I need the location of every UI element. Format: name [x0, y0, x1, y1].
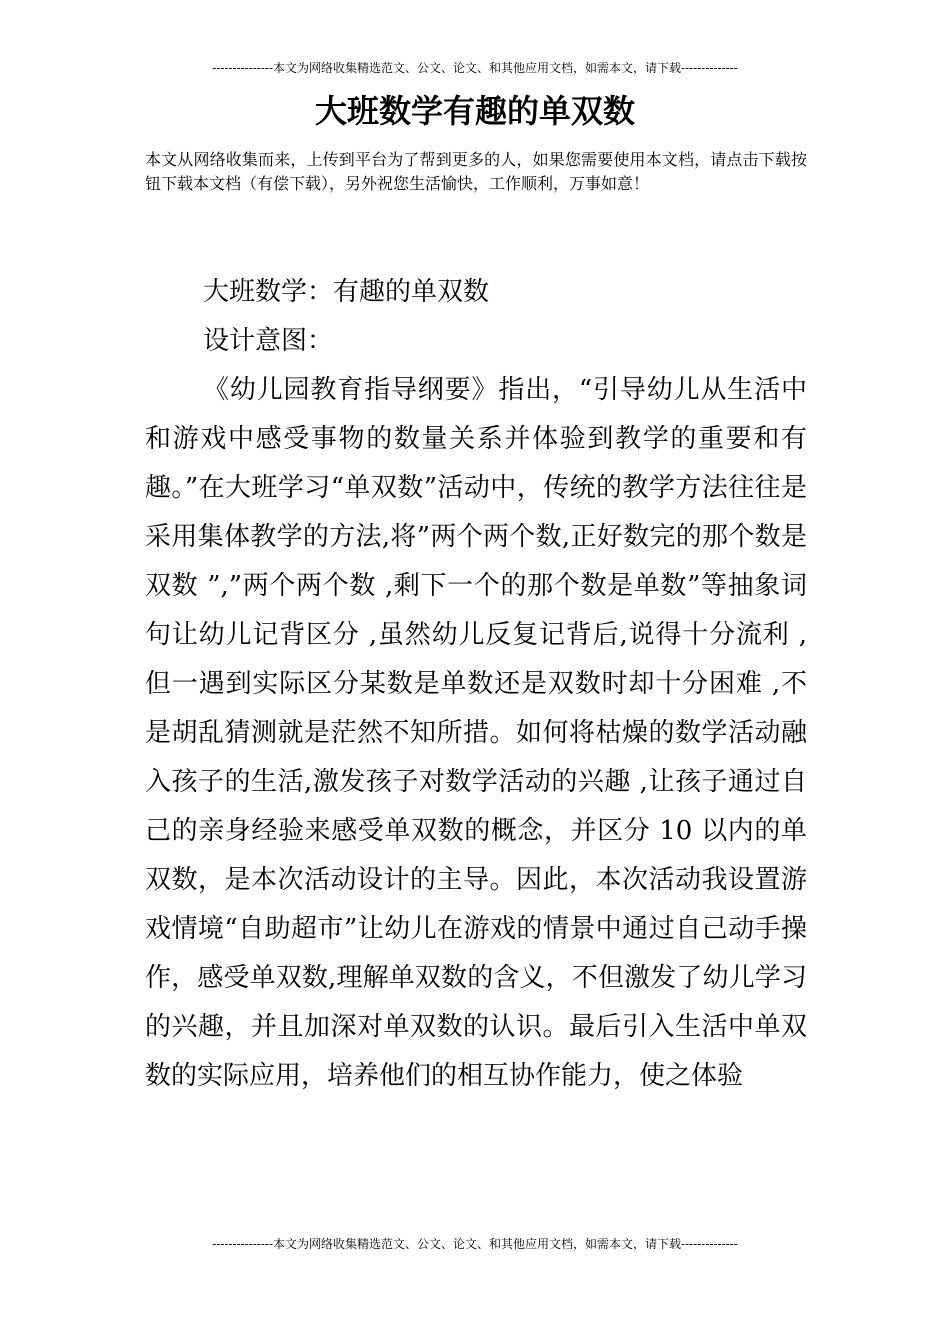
document-title: 大班数学有趣的单双数	[314, 92, 635, 130]
design-intent-heading: 设计意图：	[203, 326, 334, 356]
footer-banner: ---------------本文为网络收集精选范文、公文、论文、和其他应用文档，如需本文，请下载--------------	[212, 1237, 738, 1251]
section-heading: 大班数学：有趣的单双数	[203, 277, 490, 307]
document-body	[145, 268, 807, 1101]
intro-notice: 本文从网络收集而来，上传到平台为了帮到更多的人，如果您需要使用本文档，请点击下载按钮下载本文档（有偿下载），另外祝您生活愉快，工作顺利，万事如意！	[145, 150, 807, 193]
header-banner: ---------------本文为网络收集精选范文、公文、论文、和其他应用文档，如需本文，请下载--------------	[212, 61, 738, 75]
body-paragraph: 《幼儿园教育指导纲要》指出，“引导幼儿从生活中和游戏中感受事物的数量关系并体验到教学的重要和有趣。”在大班学习“单双数”活动中，传统的教学方法往往是采用集体教学的方法,将”两个两个数,正好数完的那个数是双数 ”,”两个两个数 ,剩下一个的那个数是单数”等抽象词句让幼儿记背区分 ,虽然幼儿反复记背后,说得十分流利 ,但一遇到实际区分某数是单数还是双数时却十分困难 ,不是胡乱猜测就是茫然不知所措。如何将枯燥的数学活动融入孩子的生活,激发孩子对数学活动的兴趣 ,让孩子通过自己的亲身经验来感受单双数的概念，并区分 10 以内的单双数，是本次活动设计的主导。因此，本次活动我设置游戏情境“自助超市”让幼儿在游戏的情景中通过自己动手操作，感受单双数,理解单双数的含义，不但激发了幼儿学习的兴趣，并且加深对单双数的认识。最后引入生活中单双数的实际应用，培养他们的相互协作能力，使之体验	[145, 375, 807, 1091]
